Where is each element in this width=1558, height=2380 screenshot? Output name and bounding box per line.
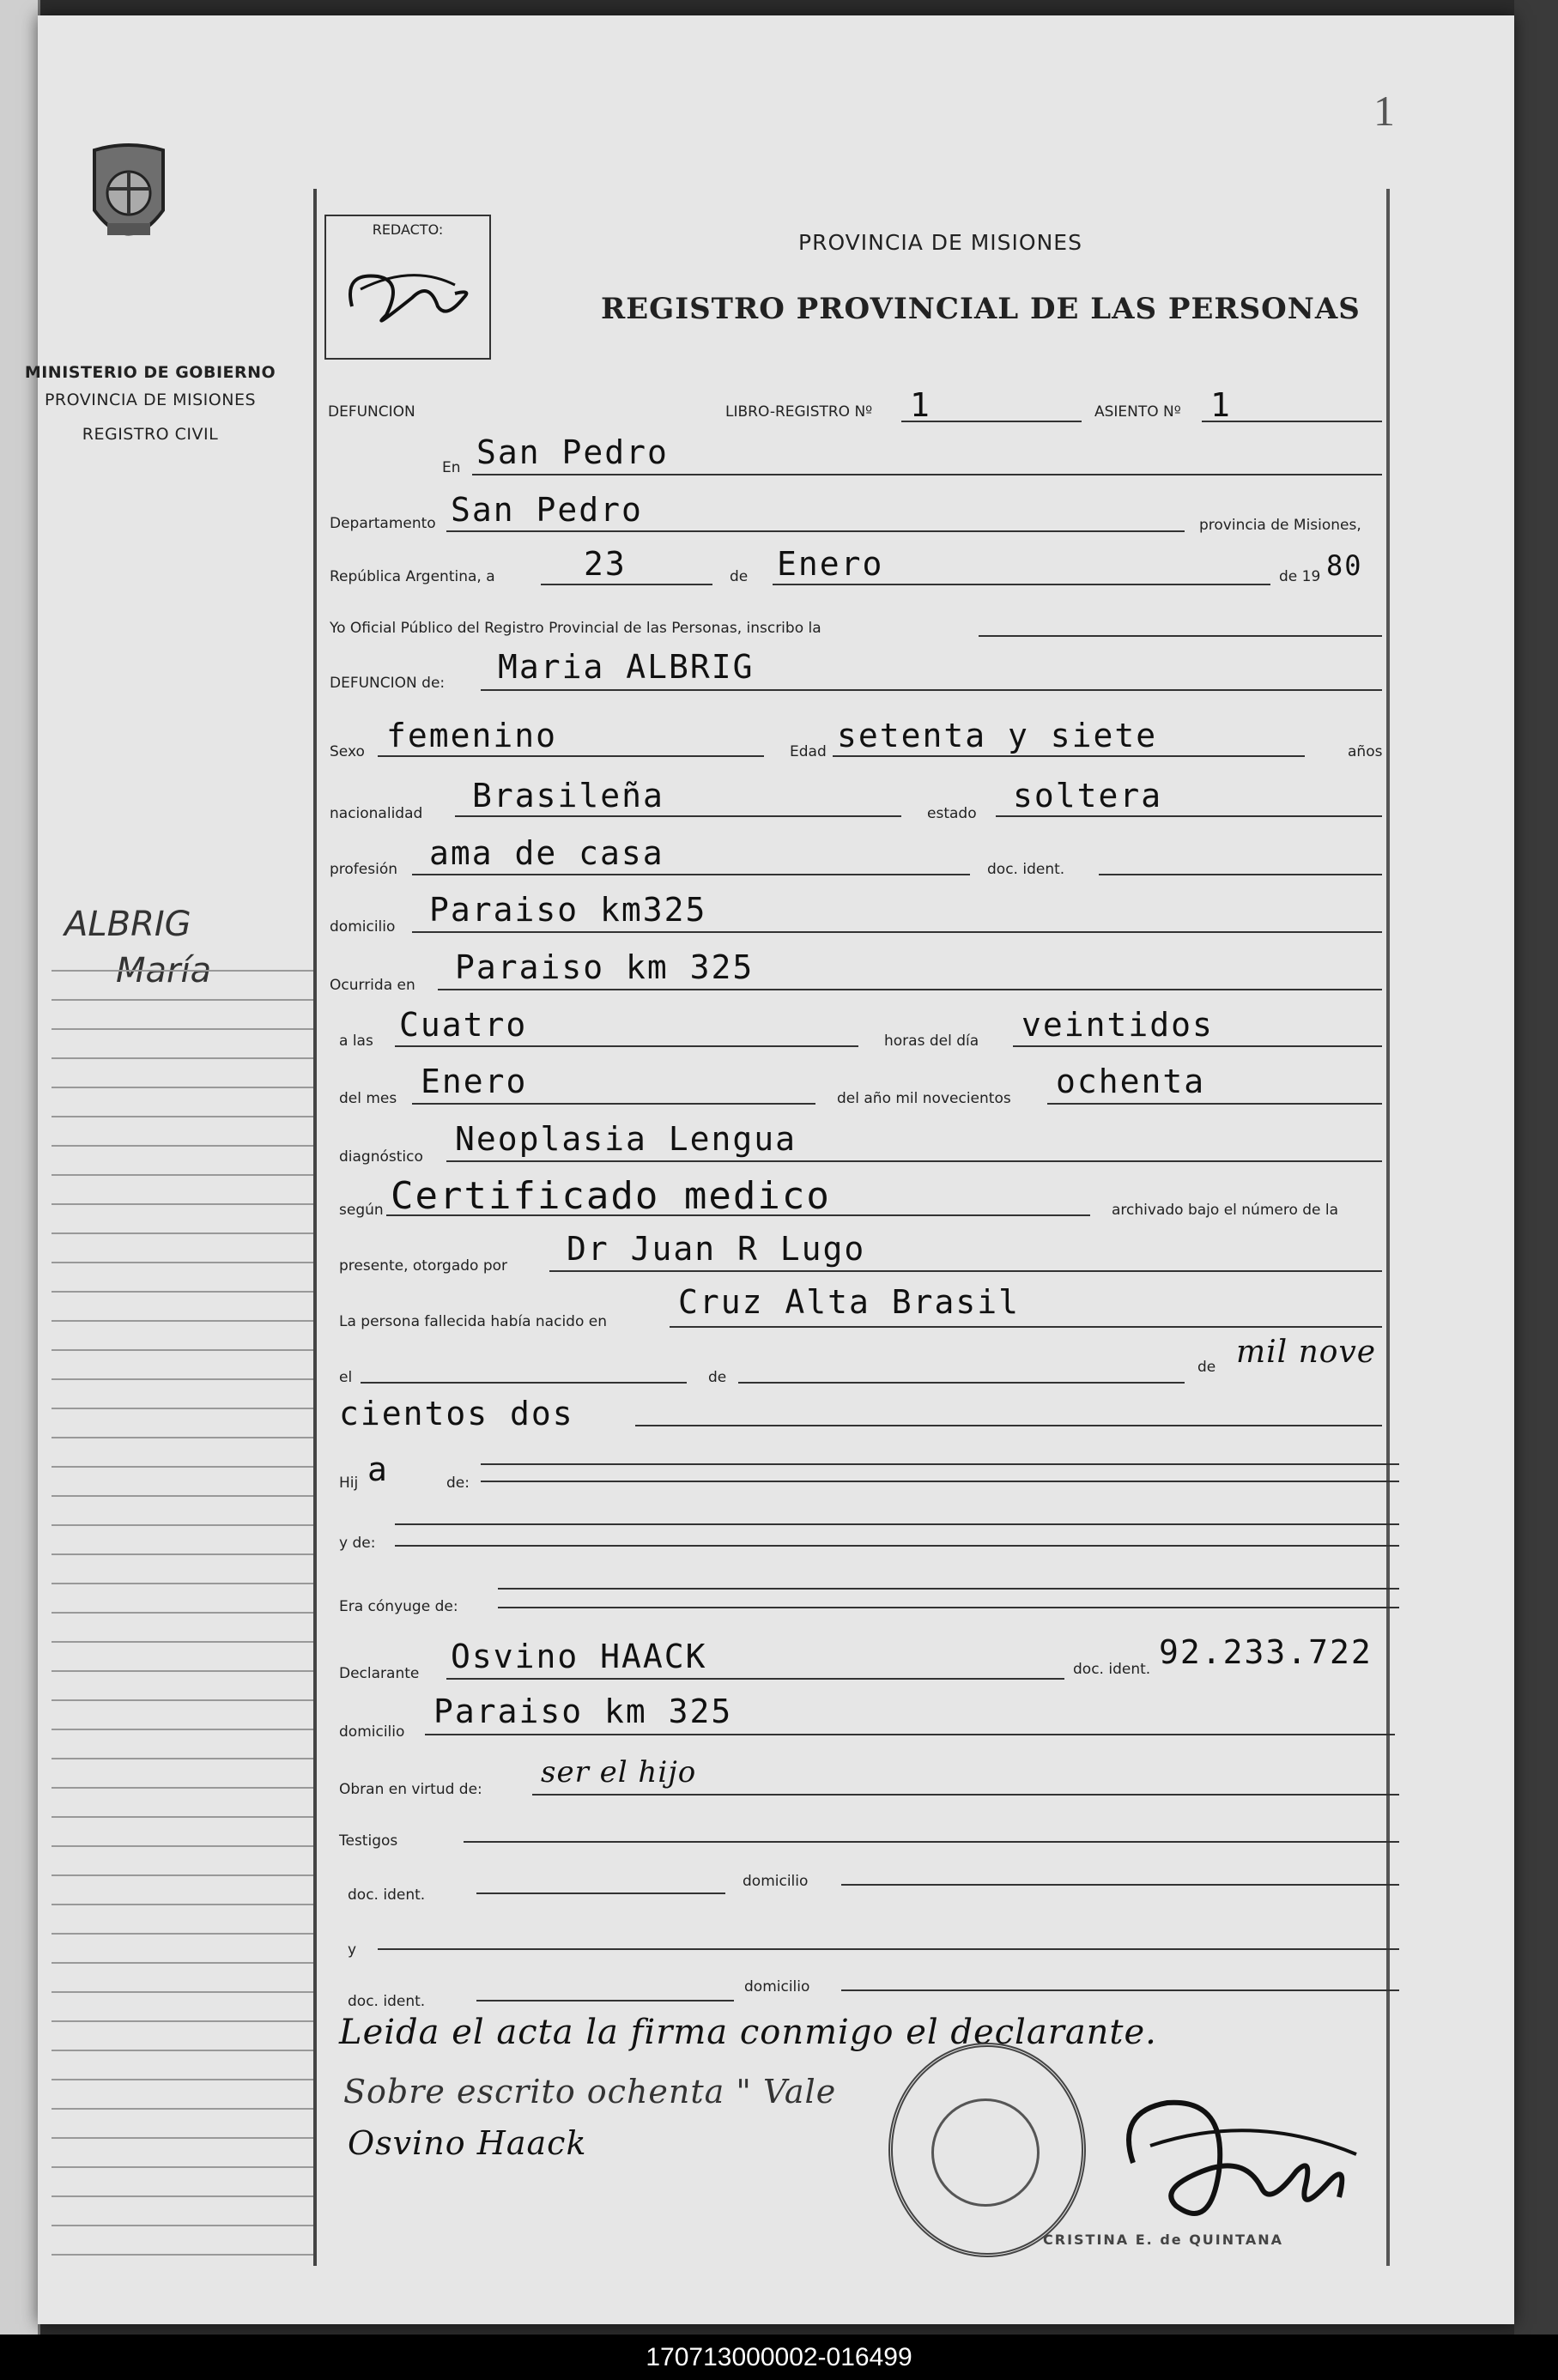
en-label: En	[442, 459, 461, 476]
sexo-label: Sexo	[330, 743, 365, 760]
en-line	[472, 474, 1382, 475]
oficial-text: Yo Oficial Público del Registro Provincial de las Personas, inscribo la	[330, 620, 821, 637]
en-value: San Pedro	[476, 433, 669, 471]
margin-ruled-line	[52, 1933, 313, 1935]
nacido-label: La persona fallecida había nacido en	[339, 1313, 607, 1330]
presente-label: presente, otorgado por	[339, 1257, 508, 1275]
estado-value: soltera	[1013, 777, 1163, 815]
margin-ruled-line	[52, 970, 313, 972]
margin-ruled-line	[52, 2137, 313, 2139]
deceased-line	[481, 689, 1382, 691]
de2-line	[738, 1382, 1185, 1384]
margin-ruled-line	[52, 1378, 313, 1380]
nacido-value: Cruz Alta Brasil	[678, 1283, 1021, 1321]
alas-line	[395, 1045, 858, 1047]
column-divider	[313, 189, 317, 2266]
ministry-block	[17, 359, 283, 448]
margin-ruled-line	[52, 1349, 313, 1351]
el-label: el	[339, 1369, 353, 1386]
profesion-label: profesión	[330, 861, 398, 878]
deceased-name: Maria ALBRIG	[498, 648, 755, 686]
horas-label: horas del día	[884, 1033, 979, 1050]
margin-ruled-line	[52, 999, 313, 1001]
day-value: 23	[584, 545, 627, 583]
margin-ruled-line	[52, 1583, 313, 1584]
margin-ruled-line	[52, 1612, 313, 1614]
margin-ruled-line	[52, 2195, 313, 2197]
footer-id: 170713000002-016499	[0, 2335, 1558, 2380]
oficial-line	[979, 635, 1382, 637]
nacionalidad-line	[455, 815, 901, 817]
diagnostico-line	[446, 1160, 1382, 1162]
yde-line-1	[395, 1523, 1399, 1525]
margin-ruled-line	[52, 1203, 313, 1205]
libro-label: LIBRO-REGISTRO Nº	[725, 403, 873, 421]
decl-dom-line	[425, 1734, 1395, 1735]
diagnostico-value: Neoplasia Lengua	[455, 1120, 797, 1158]
margin-ruled-line	[52, 1262, 313, 1263]
horas-value: veintidos	[1021, 1006, 1214, 1044]
segun-value: Certificado medico	[391, 1174, 831, 1218]
margin-ruled-line	[52, 1116, 313, 1117]
ocurrida-value: Paraiso km 325	[455, 948, 755, 986]
domicilio-value: Paraiso km325	[429, 891, 707, 929]
redacto-label: REDACTO:	[372, 221, 444, 238]
ocurrida-line	[438, 989, 1382, 990]
hij-line-1	[481, 1463, 1399, 1465]
testigos-label: Testigos	[339, 1832, 398, 1850]
el-line	[361, 1382, 687, 1384]
declarante-value: Osvino HAACK	[451, 1638, 707, 1675]
estado-label: estado	[927, 805, 977, 822]
t1-doc-label: doc. ident.	[348, 1886, 426, 1904]
margin-ruled-line	[52, 1699, 313, 1701]
cientos-value: cientos dos	[339, 1395, 574, 1432]
obran-label: Obran en virtud de:	[339, 1781, 482, 1798]
margin-ruled-line	[52, 1087, 313, 1088]
hij-label: Hij	[339, 1475, 359, 1492]
delmes-value: Enero	[421, 1063, 528, 1100]
ocurrida-label: Ocurrida en	[330, 977, 415, 994]
margin-annotation	[64, 901, 211, 994]
margin-ruled-line	[52, 1408, 313, 1409]
demil-value: mil nove	[1236, 1335, 1377, 1370]
margin-ruled-line	[52, 1291, 313, 1293]
yde-label: y de:	[339, 1535, 376, 1552]
hij-line-2	[481, 1481, 1399, 1482]
sexo-line	[378, 755, 764, 757]
margin-ruled-line	[52, 1904, 313, 1905]
cientos-line	[635, 1425, 1382, 1426]
alas-label: a las	[339, 1033, 373, 1050]
presente-value: Dr Juan R Lugo	[567, 1230, 866, 1268]
margin-ruled-line	[52, 1028, 313, 1030]
year-prefix: de 19	[1279, 568, 1321, 585]
margin-ruled-line	[52, 2225, 313, 2226]
declarante-label: Declarante	[339, 1665, 420, 1682]
header-registry: REGISTRO PROVINCIAL DE LAS PERSONAS	[601, 292, 1361, 326]
margin-ruled-line	[52, 1057, 313, 1059]
year-value: 80	[1326, 549, 1363, 582]
y-line	[378, 1948, 1399, 1950]
anomil-line	[1047, 1103, 1382, 1105]
libro-line	[901, 421, 1082, 422]
t2-doc-label: doc. ident.	[348, 1993, 426, 2010]
page-binding-edge	[0, 0, 40, 2335]
nacionalidad-label: nacionalidad	[330, 805, 423, 822]
margin-ruled-line	[52, 1232, 313, 1234]
margin-ruled-line	[52, 1466, 313, 1468]
decl-doc-label: doc. ident.	[1073, 1661, 1151, 1678]
conyuge-line-2	[498, 1607, 1399, 1608]
ministry-title: MINISTERIO DE GOBIERNO	[24, 363, 276, 382]
domicilio-line	[412, 931, 1382, 933]
horas-line	[1013, 1045, 1382, 1047]
doc-ident-label: doc. ident.	[987, 861, 1065, 878]
demil-label: de	[1197, 1359, 1216, 1376]
declarante-line	[446, 1678, 1064, 1680]
delmes-line	[412, 1103, 815, 1105]
decl-doc-value: 92.233.722	[1159, 1633, 1373, 1671]
anomil-label: del año mil novecientos	[837, 1090, 1011, 1107]
margin-ruled-line	[52, 1874, 313, 1876]
archivado-label: archivado bajo el número de la	[1112, 1202, 1339, 1219]
segun-line	[386, 1214, 1090, 1216]
page-number: 1	[1373, 87, 1395, 135]
provincia-suffix: provincia de Misiones,	[1199, 517, 1361, 534]
doc-ident-line	[1099, 874, 1382, 875]
de-label: de	[730, 568, 749, 585]
margin-ruled-line	[52, 1787, 313, 1789]
conyuge-line-1	[498, 1588, 1399, 1590]
stamp-name: CRISTINA E. de QUINTANA	[1043, 2232, 1283, 2248]
registrar-signature-icon	[1099, 2077, 1382, 2257]
margin-ruled-line	[52, 1729, 313, 1730]
hij-de-label: de:	[446, 1475, 470, 1492]
testigos-line	[464, 1841, 1399, 1843]
ministry-province: PROVINCIA DE MISIONES	[44, 391, 257, 409]
y-label: y	[348, 1941, 357, 1959]
margin-ruled-line	[52, 2166, 313, 2168]
correction-note: Sobre escrito ochenta " Vale	[343, 2073, 837, 2111]
de2-label: de	[708, 1369, 727, 1386]
decl-dom-value: Paraiso km 325	[433, 1693, 733, 1730]
t1-doc-line	[476, 1892, 725, 1894]
alas-value: Cuatro	[399, 1006, 528, 1044]
departamento-label: Departamento	[330, 515, 436, 532]
month-value: Enero	[777, 545, 884, 583]
asiento-value: 1	[1210, 386, 1232, 424]
t2-dom-line	[841, 1989, 1399, 1991]
diagnostico-label: diagnóstico	[339, 1148, 423, 1166]
margin-ruled-line	[52, 1991, 313, 1993]
margin-ruled-line	[52, 1670, 313, 1672]
departamento-line	[446, 530, 1185, 532]
margin-ruled-line	[52, 1845, 313, 1847]
segun-label: según	[339, 1202, 384, 1219]
margin-ruled-line	[52, 2108, 313, 2110]
month-line	[773, 584, 1270, 585]
margin-ruled-line	[52, 2050, 313, 2051]
book-edge	[1514, 0, 1558, 2335]
margin-ruled-line	[52, 1145, 313, 1147]
conyuge-label: Era cónyuge de:	[339, 1598, 458, 1615]
republica-label: República Argentina, a	[330, 568, 495, 585]
anomil-value: ochenta	[1056, 1063, 1206, 1100]
anos-label: años	[1348, 743, 1383, 760]
defuncion-de-label: DEFUNCION de:	[330, 675, 446, 692]
delmes-label: del mes	[339, 1090, 397, 1107]
domicilio-label: domicilio	[330, 918, 396, 936]
margin-ruled-line	[52, 1758, 313, 1759]
departamento-value: San Pedro	[451, 491, 643, 529]
margin-ruled-line	[52, 1962, 313, 1964]
margin-ruled-line	[52, 2020, 313, 2022]
edad-line	[833, 755, 1305, 757]
official-seal-center	[931, 2098, 1040, 2207]
t2-doc-line	[476, 2000, 734, 2002]
nacido-line	[670, 1326, 1382, 1328]
margin-ruled-line	[52, 2254, 313, 2256]
defuncion-label: DEFUNCION	[328, 403, 415, 421]
asiento-label: ASIENTO Nº	[1094, 403, 1181, 421]
t1-dom-line	[841, 1884, 1399, 1886]
libro-value: 1	[910, 386, 931, 424]
header-province: PROVINCIA DE MISIONES	[798, 230, 1082, 255]
presente-line	[549, 1270, 1382, 1272]
redacto-signature-icon	[326, 238, 481, 341]
profesion-line	[412, 874, 970, 875]
yde-line-2	[395, 1545, 1399, 1547]
coat-of-arms-icon	[82, 142, 176, 262]
edad-label: Edad	[790, 743, 827, 760]
margin-given-name: María	[116, 951, 212, 990]
estado-line	[996, 815, 1382, 817]
asiento-line	[1202, 421, 1382, 422]
margin-ruled-line	[52, 1816, 313, 1818]
margin-ruled-line	[52, 1320, 313, 1322]
margin-surname: ALBRIG	[64, 905, 191, 944]
right-margin-rule	[1386, 189, 1390, 2266]
decl-dom-label: domicilio	[339, 1723, 405, 1741]
t1-dom-label: domicilio	[743, 1873, 809, 1890]
margin-ruled-line	[52, 1524, 313, 1526]
ministry-office: REGISTRO CIVIL	[82, 425, 219, 444]
profesion-value: ama de casa	[429, 834, 664, 872]
margin-ruled-line	[52, 1174, 313, 1176]
margin-ruled-line	[52, 1641, 313, 1643]
edad-value: setenta y siete	[837, 717, 1158, 754]
margin-ruled-line	[52, 1495, 313, 1497]
hij-value: a	[367, 1450, 389, 1488]
t2-dom-label: domicilio	[744, 1978, 810, 1995]
sexo-value: femenino	[386, 717, 558, 754]
redacto-box	[324, 215, 491, 360]
day-line	[541, 584, 712, 585]
declarant-signature: Osvino Haack	[348, 2124, 587, 2162]
obran-value: ser el hijo	[541, 1755, 697, 1790]
obran-line	[532, 1794, 1399, 1796]
closing-statement: Leida el acta la firma conmigo el declarante.	[339, 2013, 1157, 2052]
margin-ruled-line	[52, 2079, 313, 2080]
margin-ruled-line	[52, 1437, 313, 1438]
margin-ruled-line	[52, 1553, 313, 1555]
nacionalidad-value: Brasileña	[472, 777, 664, 815]
